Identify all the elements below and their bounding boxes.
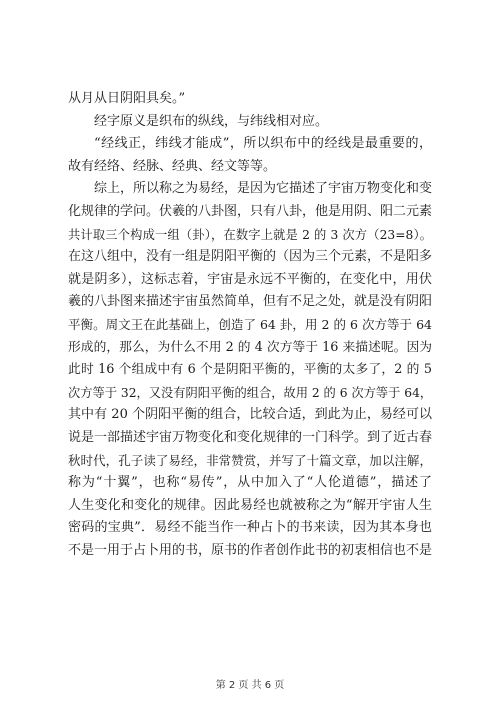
text-line: 在这八组中，没有一组是阴阳平衡的（因为三个元素，不是阳多 — [68, 249, 433, 265]
text-line: 形成的，那么，为什么不用 2 的 4 次方等于 16 来描述呢。因为 — [68, 339, 432, 355]
text-line: “经线正，纬线才能成”，所以织布中的经线是最重要的， — [94, 136, 432, 152]
text-line: 化规律的学问。伏羲的八卦图，只有八卦，他是用阴、阳二元素 — [68, 203, 433, 219]
text-line: 综上，所以称之为易经，是因为它描述了宇宙万物变化和变 — [94, 181, 433, 197]
text-line: 经字原义是织布的纵线，与纬线相对应。 — [94, 113, 329, 129]
text-line: 说是一部描述宇宙万物变化和变化规律的一门科学。到了近古春 — [68, 429, 433, 445]
text-line: 称为“十翼”，也称“易传”，从中加入了“人伦道德”，描述了 — [68, 475, 432, 491]
document-body — [68, 88, 432, 562]
text-line: 从月从日阴阳具矣。” — [68, 91, 186, 106]
text-line: 密码的宝典”．易经不能当作一种占卜的书来读，因为其本身也 — [68, 520, 432, 536]
text-line: 就是阴多），这标志着，宇宙是永远不平衡的，在变化中，用伏 — [68, 271, 432, 287]
text-line: 人生变化和变化的规律。因此易经也就被称之为“解开宇宙人生 — [68, 497, 432, 513]
page-footer: 第 2 页 共 6 页 — [215, 680, 285, 691]
text-line: 其中有 20 个阴阳平衡的组合，比较合适，到此为止，易经可以 — [68, 407, 432, 423]
text-line: 不是一用于占卜用的书，原书的作者创作此书的初衷相信也不是 — [68, 542, 433, 558]
text-line: 秋时代，孔子读了易经，非常赞赏，并写了十篇文章，加以注解， — [68, 452, 432, 468]
text-line: 共计取三个构成一组（卦），在数字上就是 2 的 3 次方（23=8）。 — [68, 227, 432, 242]
text-line: 羲的八卦图来描述宇宙虽然简单，但有不足之处，就是没有阴阳 — [68, 294, 433, 310]
text-line: 故有经络、经脉、经典、经文等等。 — [68, 158, 277, 174]
text-line: 次方等于 32，又没有阴阳平衡的组合，故用 2 的 6 次方等于 64， — [68, 385, 433, 400]
text-line: 平衡。周文王在此基础上，创造了 64 卦，用 2 的 6 次方等于 64 — [68, 316, 432, 332]
text-line: 此时 16 个组成中有 6 个是阴阳平衡的，平衡的太多了，2 的 5 — [68, 362, 432, 378]
